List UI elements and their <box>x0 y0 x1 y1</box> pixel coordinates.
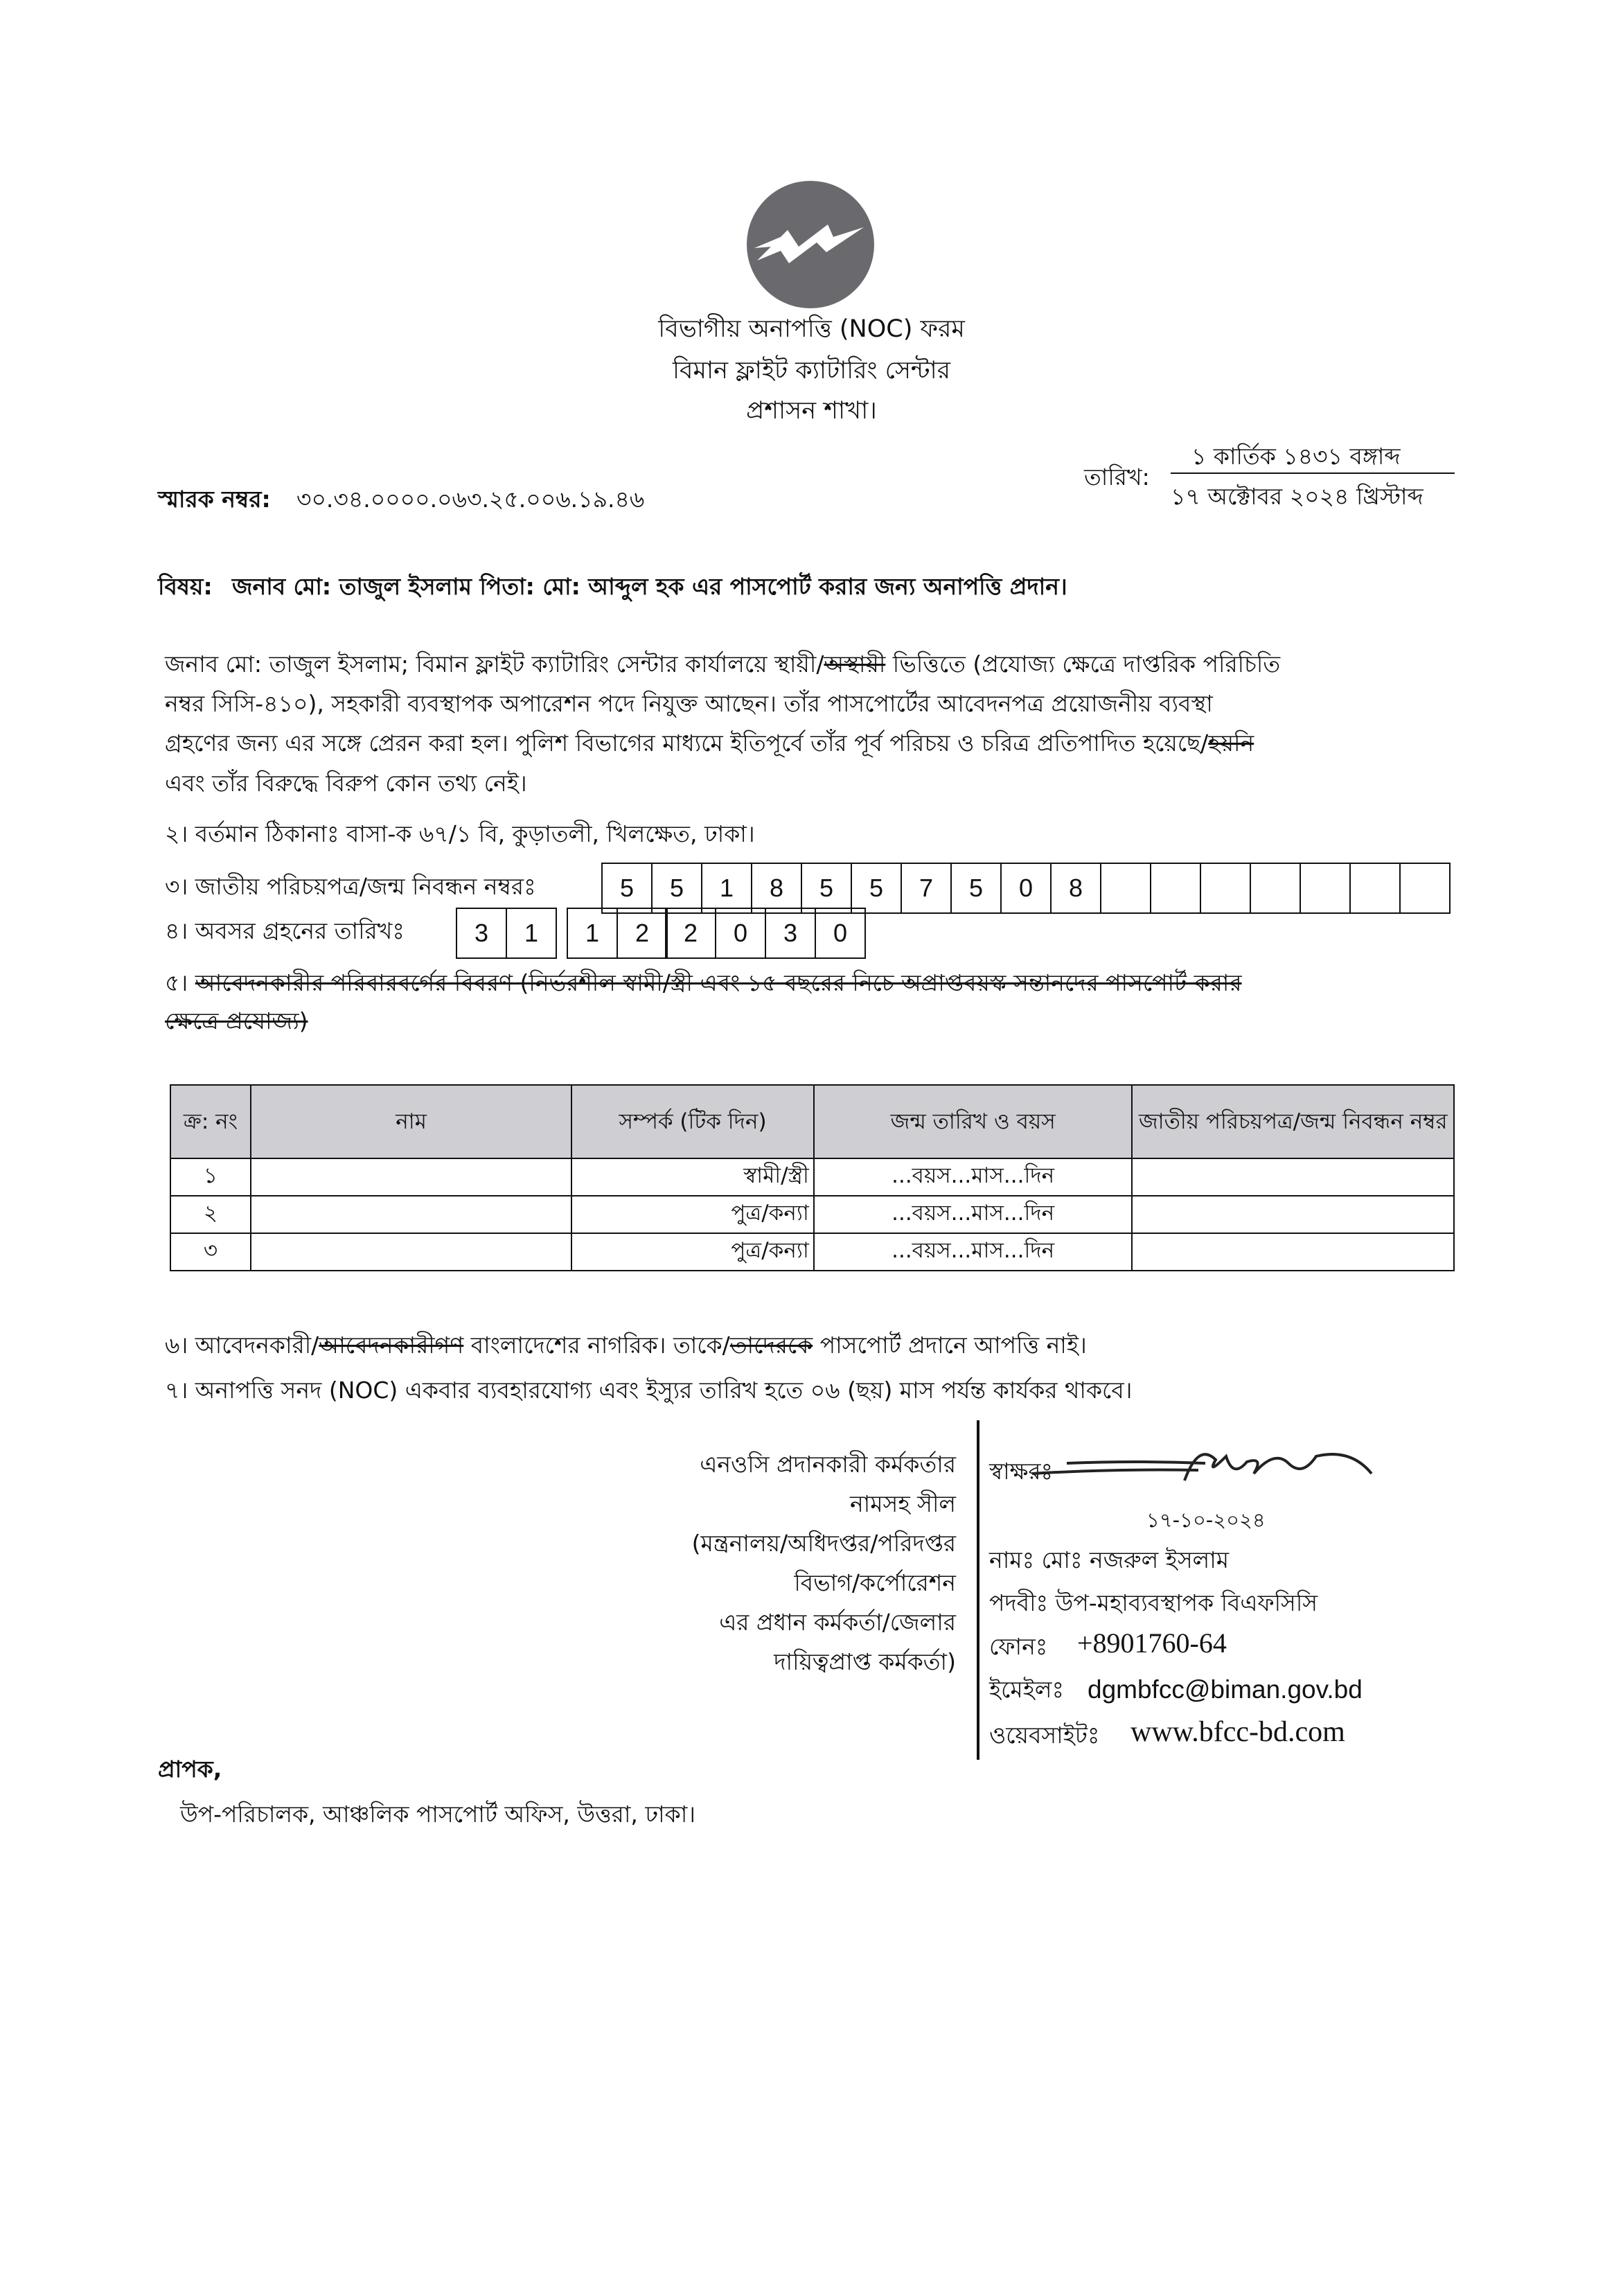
cell-dob-age: ...বয়স...মাস...দিন <box>814 1233 1133 1271</box>
cell-dob-age: ...বয়স...মাস...দিন <box>814 1196 1133 1233</box>
subject-text: জনাব মো: তাজুল ইসলাম পিতা: মো: আব্দুল হক এর পাসপোর্ট করার জন্য অনাপত্তি প্রদান। <box>232 573 1067 600</box>
col-relation: সম্পর্ক (টিক দিন) <box>571 1085 814 1158</box>
cell-serial: ৩ <box>170 1233 251 1271</box>
officer-left-line: দায়িত্বপ্রাপ্ত কর্মকর্তা) <box>774 1648 956 1675</box>
retire-day-digit: 1 <box>507 908 557 959</box>
retire-month-digit: 1 <box>567 908 618 959</box>
retire-month-boxes <box>567 908 668 957</box>
retire-year-digit: 3 <box>766 908 816 959</box>
family-table <box>170 1084 1455 1271</box>
nid-digit: 7 <box>902 863 952 914</box>
nid-digit: 5 <box>653 863 702 914</box>
form-title: বিভাগীয় অনাপত্তি (NOC) ফরম <box>658 315 965 343</box>
officer-left-line: এর প্রধান কর্মকর্তা/জেলার <box>719 1609 956 1636</box>
officer-left-line: নামসহ সীল <box>849 1490 956 1517</box>
item-family-heading: ৫। আবেদনকারীর পরিবারবর্গের বিবরণ (নির্ভরশীল স্বামী/স্ত্রী এবং ১৫ বছরের নিচে অপ্রাপ্তবয়স্ক সন্তানদের পাসপোর্ট করার <box>165 969 1242 996</box>
item-family-heading-cont: ক্ষেত্রে প্রযোজ্য) <box>165 1007 308 1034</box>
subject-label: বিষয়: <box>158 573 213 600</box>
nid-digit <box>1351 863 1401 914</box>
retire-day-digit: 3 <box>456 908 507 959</box>
retire-year-digit: 2 <box>665 908 716 959</box>
memo-number: ৩০.৩৪.০০০০.০৬৩.২৫.০০৬.১৯.৪৬ <box>296 486 645 513</box>
body-line-4: এবং তাঁর বিরুদ্ধে বিরুপ কোন তথ্য নেই। <box>165 770 527 797</box>
nid-digit: 5 <box>952 863 1002 914</box>
cell-relation: পুত্র/কন্যা <box>571 1196 814 1233</box>
nid-digit: 8 <box>752 863 802 914</box>
col-nid: জাতীয় পরিচয়পত্র/জন্ম নিবন্ধন নম্বর <box>1132 1085 1454 1158</box>
body-line-3: গ্রহণের জন্য এর সঙ্গে প্রেরন করা হল। পুলিশ বিভাগের মাধ্যমে ইতিপূর্বে তাঁর পূর্ব পরিচয় ও চরিত্র প্রতিপাদিত হয়েছে/হয়নি <box>165 730 1254 757</box>
website-label: ওয়েবসাইটঃ <box>989 1722 1100 1749</box>
item-nid-label: ৩। জাতীয় পরিচয়পত্র/জন্ম নিবন্ধন নম্বরঃ <box>165 873 536 900</box>
website-url: www.bfcc-bd.com <box>1130 1716 1345 1748</box>
memo-label: স্মারক নম্বর: <box>158 486 271 513</box>
nid-digit: 8 <box>1052 863 1101 914</box>
officer-left-line: এনওসি প্রদানকারী কর্মকর্তার <box>700 1451 956 1478</box>
cell-relation: স্বামী/স্ত্রী <box>571 1158 814 1196</box>
biman-logo <box>745 179 876 310</box>
cell-dob-age: ...বয়স...মাস...দিন <box>814 1158 1133 1196</box>
email-address: dgmbfcc@biman.gov.bd <box>1088 1675 1363 1704</box>
nid-digit <box>1201 863 1251 914</box>
handwritten-signature <box>1025 1436 1385 1491</box>
nid-digit: 1 <box>702 863 752 914</box>
nid-digit <box>1301 863 1351 914</box>
table-row <box>170 1233 1454 1271</box>
vertical-divider <box>977 1420 979 1760</box>
date-bangla: ১ কার্তিক ১৪৩১ বঙ্গাব্দ <box>1191 443 1401 470</box>
table-row <box>170 1196 1454 1233</box>
date-label: তারিখ: <box>1084 463 1150 491</box>
nid-digit: 0 <box>1002 863 1052 914</box>
body-line-2: নম্বর সিসি-৪১০), সহকারী ব্যবস্থাপক অপারেশন পদে নিযুক্ত আছেন। তাঁর পাসপোর্টের আবেদনপত্র প্রয়োজনীয় ব্যবস্থা <box>165 690 1213 717</box>
retire-day-boxes <box>456 908 557 957</box>
cell-nid <box>1132 1158 1454 1196</box>
date-divider <box>1171 473 1455 474</box>
retire-year-digit: 0 <box>716 908 766 959</box>
recipient-address: উপ-পরিচালক, আঞ্চলিক পাসপোর্ট অফিস, উত্তরা, ঢাকা। <box>180 1801 696 1828</box>
retire-year-digit: 0 <box>816 908 866 959</box>
cell-serial: ১ <box>170 1158 251 1196</box>
cell-serial: ২ <box>170 1196 251 1233</box>
nid-box-row <box>601 863 1451 912</box>
cell-name <box>251 1158 571 1196</box>
recipient-label: প্রাপক, <box>158 1756 222 1783</box>
date-english: ১৭ অক্টোবর ২০২৪ খ্রিস্টাব্দ <box>1171 483 1424 510</box>
officer-designation-block <box>610 1445 956 1681</box>
signature-label: স্বাক্ষরঃ <box>989 1458 1054 1485</box>
officer-designation: পদবীঃ উপ-মহাব্যবস্থাপক বিএফসিসি <box>989 1589 1318 1616</box>
nid-digit: 5 <box>802 863 852 914</box>
nid-digit <box>1401 863 1451 914</box>
item-address: ২। বর্তমান ঠিকানাঃ বাসা-ক ৬৭/১ বি, কুড়াতলী, খিলক্ষেত, ঢাকা। <box>165 820 755 847</box>
phone-label: ফোনঃ <box>989 1633 1048 1660</box>
phone-number: +8901760-64 <box>1077 1627 1227 1659</box>
signature-date: ১৭-১০-২০২৪ <box>1146 1508 1266 1532</box>
nid-digit: 5 <box>601 863 653 914</box>
nid-digit <box>1151 863 1201 914</box>
nid-digit <box>1101 863 1151 914</box>
org-name: বিমান ফ্লাইট ক্যাটারিং সেন্টার <box>673 357 950 385</box>
cell-name <box>251 1196 571 1233</box>
col-name: নাম <box>251 1085 571 1158</box>
body-line-1: জনাব মো: তাজুল ইসলাম; বিমান ফ্লাইট ক্যাটারিং সেন্টার কার্যালয়ে স্থায়ী/অস্থায়ী ভিত্তিতে (প্রযোজ্য ক্ষেত্রে দাপ্তরিক পরিচিতি <box>165 651 1281 678</box>
officer-left-line: (মন্ত্রনালয়/অধিদপ্তর/পরিদপ্তর <box>691 1530 956 1557</box>
table-header-row <box>170 1085 1454 1158</box>
officer-name: নামঃ মোঃ নজরুল ইসলাম <box>989 1546 1230 1573</box>
item-validity: ৭। অনাপত্তি সনদ (NOC) একবার ব্যবহারযোগ্য এবং ইস্যুর তারিখ হতে ০৬ (ছয়) মাস পর্যন্ত কার্যকর থাকবে। <box>165 1377 1133 1404</box>
cell-nid <box>1132 1196 1454 1233</box>
section-name: প্রশাসন শাখা। <box>746 397 877 425</box>
retire-year-boxes <box>665 908 866 957</box>
officer-left-line: বিভাগ/কর্পোরেশন <box>794 1569 956 1596</box>
table-row <box>170 1158 1454 1196</box>
col-dob-age: জন্ম তারিখ ও বয়স <box>814 1085 1133 1158</box>
cell-name <box>251 1233 571 1271</box>
email-label: ইমেইলঃ <box>989 1676 1065 1703</box>
nid-digit: 5 <box>852 863 902 914</box>
nid-digit <box>1251 863 1301 914</box>
retire-month-digit: 2 <box>618 908 668 959</box>
item-citizenship: ৬। আবেদনকারী/আবেদনকারীগণ বাংলাদেশের নাগরিক। তাকে/তাদেরকে পাসপোর্ট প্রদানে আপত্তি নাই। <box>165 1332 1087 1359</box>
col-serial: ক্র: নং <box>170 1085 251 1158</box>
cell-nid <box>1132 1233 1454 1271</box>
item-retire-label: ৪। অবসর গ্রহনের তারিখঃ <box>165 917 405 944</box>
cell-relation: পুত্র/কন্যা <box>571 1233 814 1271</box>
